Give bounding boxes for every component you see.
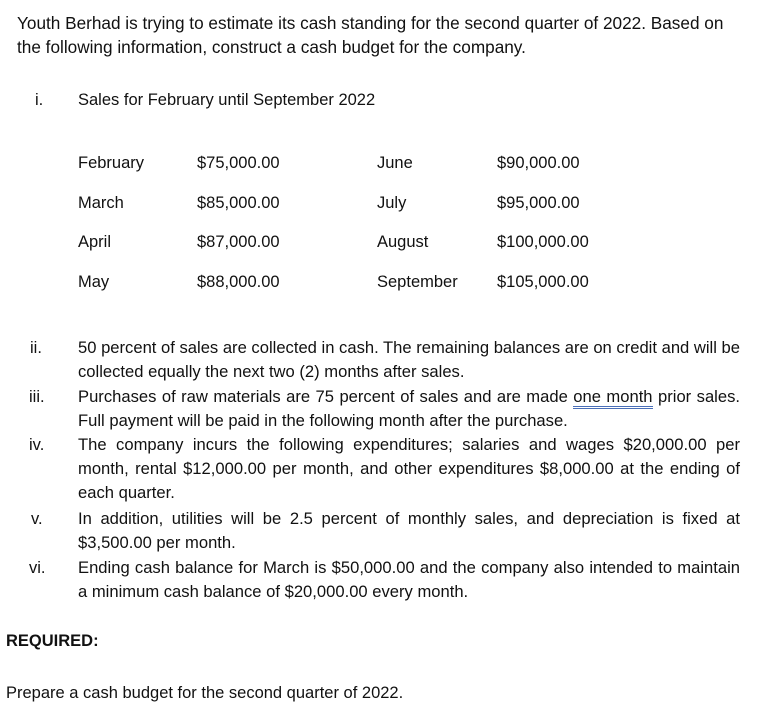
- item-vi-numeral: vi.: [29, 559, 46, 577]
- item-v-text: In addition, utilities will be 2.5 percent of monthly sales, and depreciation is fixed at $3,500.00 per month.: [78, 509, 740, 552]
- item-ii-numeral: ii.: [30, 339, 42, 357]
- sales-amount: $100,000.00: [497, 233, 589, 251]
- item-v-numeral: v.: [31, 510, 43, 528]
- item-iii-numeral: iii.: [29, 388, 45, 406]
- sales-month: September: [377, 273, 458, 291]
- required-heading: REQUIRED:: [6, 632, 99, 650]
- sales-amount: $95,000.00: [497, 194, 580, 212]
- sales-month: May: [78, 273, 110, 291]
- item-i-numeral: i.: [35, 91, 44, 109]
- sales-month: March: [78, 194, 124, 212]
- sales-month: August: [377, 233, 429, 251]
- item-ii-text: 50 percent of sales are collected in cash. The remaining balances are on credit and will be collected equally the next two (2) months after sales.: [78, 338, 740, 381]
- item-vi-text: Ending cash balance for March is $50,000.00 and the company also intended to maintain a minimum cash balance of $20,000.00 every month.: [78, 558, 740, 601]
- item-iv-text: The company incurs the following expenditures; salaries and wages $20,000.00 per month, rental $12,000.00 per month, and other expenditures $8,000.00 at the ending of each quarter.: [78, 435, 740, 502]
- sales-amount: $75,000.00: [197, 154, 280, 172]
- item-iv-numeral: iv.: [29, 436, 45, 454]
- sales-amount: $90,000.00: [497, 154, 580, 172]
- item-iii-text-after: prior sales. Full payment will be paid in the following month after the purchase.: [78, 387, 740, 430]
- intro-paragraph: Youth Berhad is trying to estimate its cash standing for the second quarter of 2022. Based on the following information, construct a cash budget for the company.: [17, 13, 724, 57]
- sales-month: June: [377, 154, 413, 172]
- sales-amount: $87,000.00: [197, 233, 280, 251]
- sales-month: July: [377, 194, 407, 212]
- underlined-phrase: one month: [573, 387, 652, 409]
- sales-amount: $88,000.00: [197, 273, 280, 291]
- item-iii-text: [78, 385, 740, 433]
- sales-amount: $105,000.00: [497, 273, 589, 291]
- sales-amount: $85,000.00: [197, 194, 280, 212]
- task-instruction: Prepare a cash budget for the second quarter of 2022.: [6, 684, 404, 702]
- item-iii-text-before: Purchases of raw materials are 75 percent of sales and are made: [78, 387, 574, 406]
- sales-month: April: [78, 233, 112, 251]
- sales-heading: Sales for February until September 2022: [78, 91, 376, 109]
- sales-month: February: [78, 154, 145, 172]
